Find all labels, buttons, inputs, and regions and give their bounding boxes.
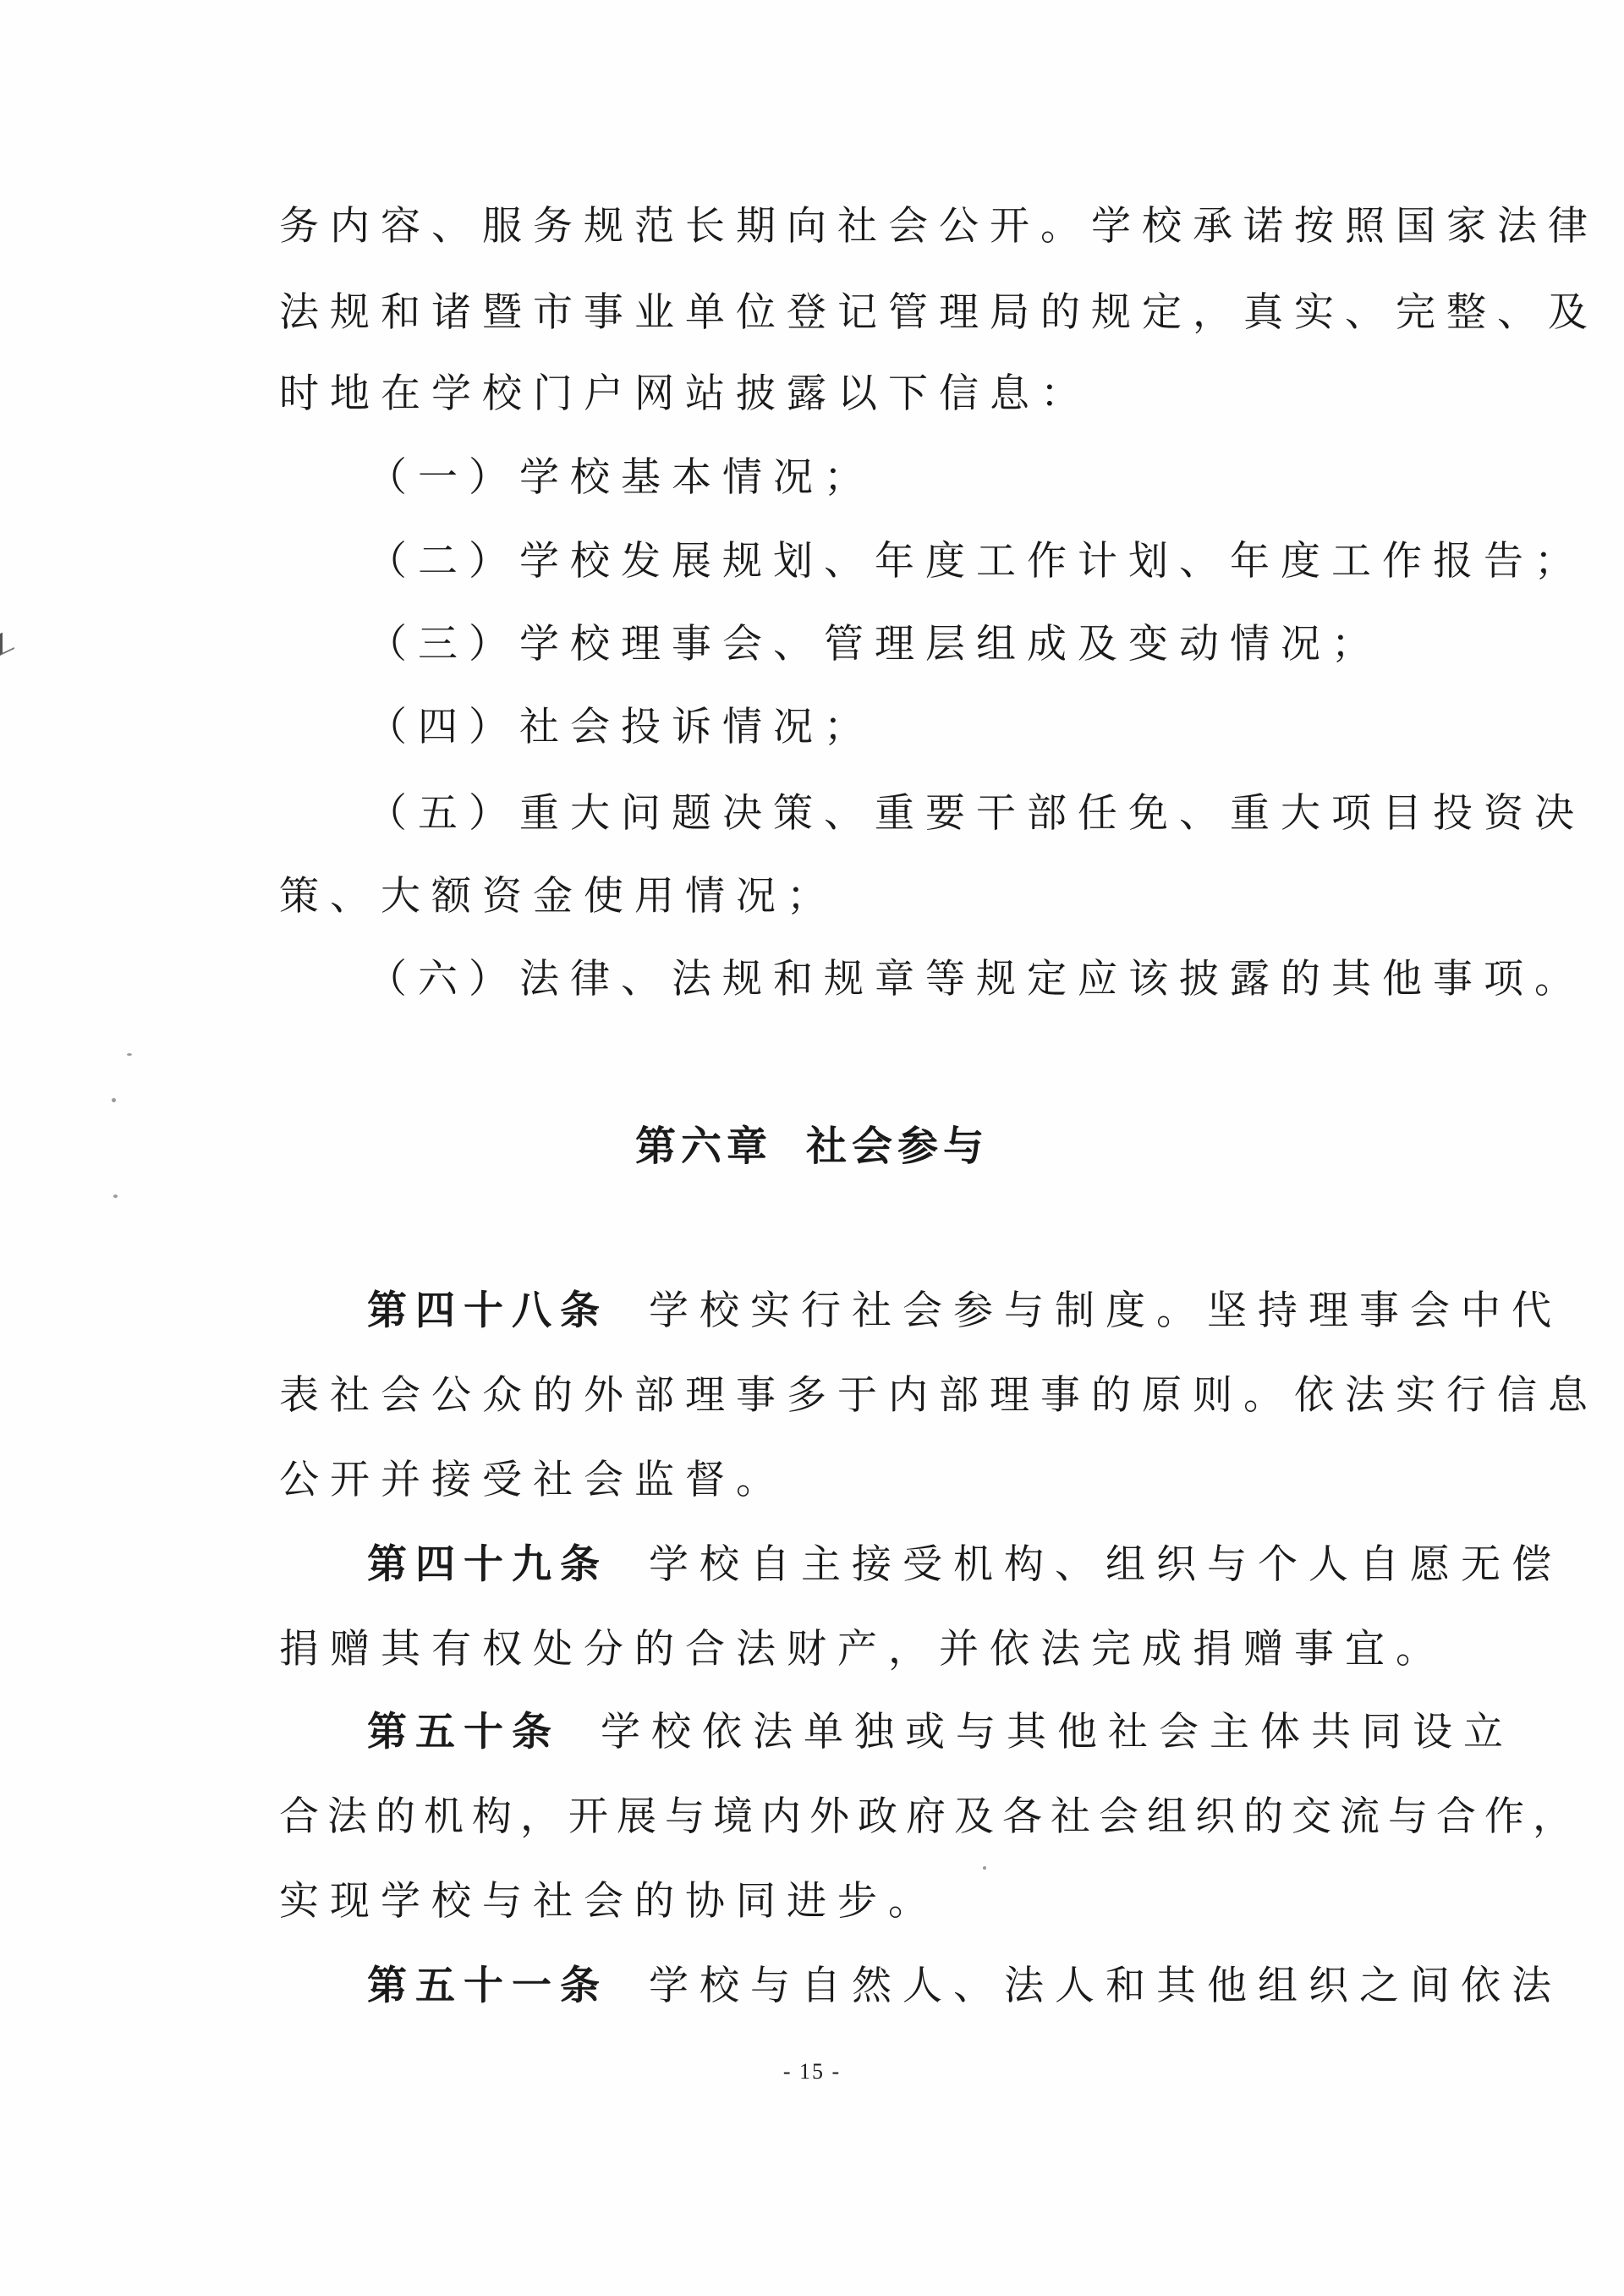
paragraph-line: 务内容、服务规范长期向社会公开。学校承诺按照国家法律: [279, 203, 1599, 250]
article-line: 捐赠其有权处分的合法财产，并依法完成捐赠事宜。: [279, 1626, 1446, 1673]
list-item: （五）重大问题决策、重要干部任免、重大项目投资决: [367, 790, 1585, 837]
paragraph-line: 时地在学校门户网站披露以下信息：: [279, 371, 1091, 417]
chapter-number: 第六章: [634, 1123, 772, 1170]
article-text: 学校与自然人、法人和其他组织之间依法: [649, 1963, 1562, 2009]
list-item: （一）学校基本情况；: [367, 454, 875, 501]
list-item: （二）学校发展规划、年度工作计划、年度工作报告；: [367, 538, 1585, 585]
chapter-heading: [0, 1121, 1624, 1172]
article-line: 实现学校与社会的协同进步。: [279, 1878, 939, 1925]
article-label: 第五十一条: [367, 1963, 608, 2009]
scan-speck: [127, 1053, 132, 1056]
scan-artifact: [0, 627, 14, 656]
article-line: 表社会公众的外部理事多于内部理事的原则。依法实行信息: [279, 1372, 1599, 1419]
article-first-line: [367, 1707, 1514, 1758]
scan-speck: [983, 1866, 986, 1870]
list-item: （三）学校理事会、管理层组成及变动情况；: [367, 621, 1382, 667]
article-label: 第四十八条: [367, 1288, 608, 1334]
list-item: （六）法律、法规和规章等规定应该披露的其他事项。: [367, 956, 1585, 1002]
list-item: （四）社会投诉情况；: [367, 704, 875, 750]
article-text: 学校实行社会参与制度。坚持理事会中代: [649, 1288, 1562, 1334]
article-label: 第五十条: [367, 1709, 560, 1755]
article-text: 学校自主接受机构、组织与个人自愿无偿: [649, 1541, 1562, 1588]
paragraph-line: 法规和诸暨市事业单位登记管理局的规定，真实、完整、及: [279, 289, 1599, 336]
page-number: - 15 -: [782, 2059, 842, 2084]
article-line: 合法的机构，开展与境内外政府及各社会组织的交流与合作，: [279, 1793, 1581, 1840]
article-label: 第四十九条: [367, 1541, 608, 1588]
article-text: 学校依法单独或与其他社会主体共同设立: [601, 1709, 1514, 1755]
article-first-line: [367, 1961, 1562, 2012]
article-first-line: [367, 1540, 1562, 1590]
article-first-line: [367, 1286, 1562, 1337]
article-line: 公开并接受社会监督。: [279, 1457, 787, 1503]
scan-speck: [112, 1098, 116, 1102]
scan-speck: [113, 1195, 118, 1198]
list-item-continuation: 策、大额资金使用情况；: [279, 873, 837, 920]
chapter-title: 社会参与: [806, 1123, 990, 1170]
